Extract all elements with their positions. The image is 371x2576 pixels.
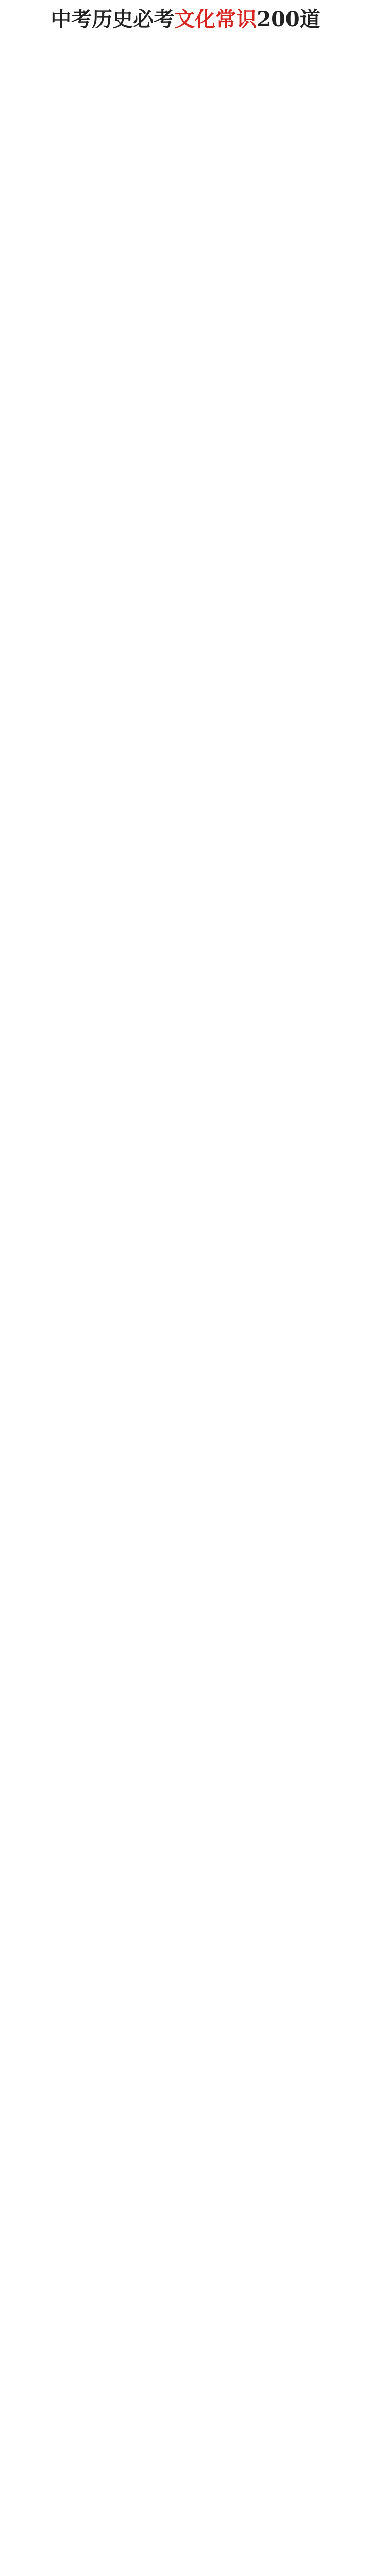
title-prefix: 中考历史必考 [50, 7, 175, 31]
title-accent: 文化常识 [174, 7, 257, 31]
title-suffix: 200道 [257, 7, 321, 31]
document-page [0, 0, 371, 49]
page-title [6, 5, 365, 34]
